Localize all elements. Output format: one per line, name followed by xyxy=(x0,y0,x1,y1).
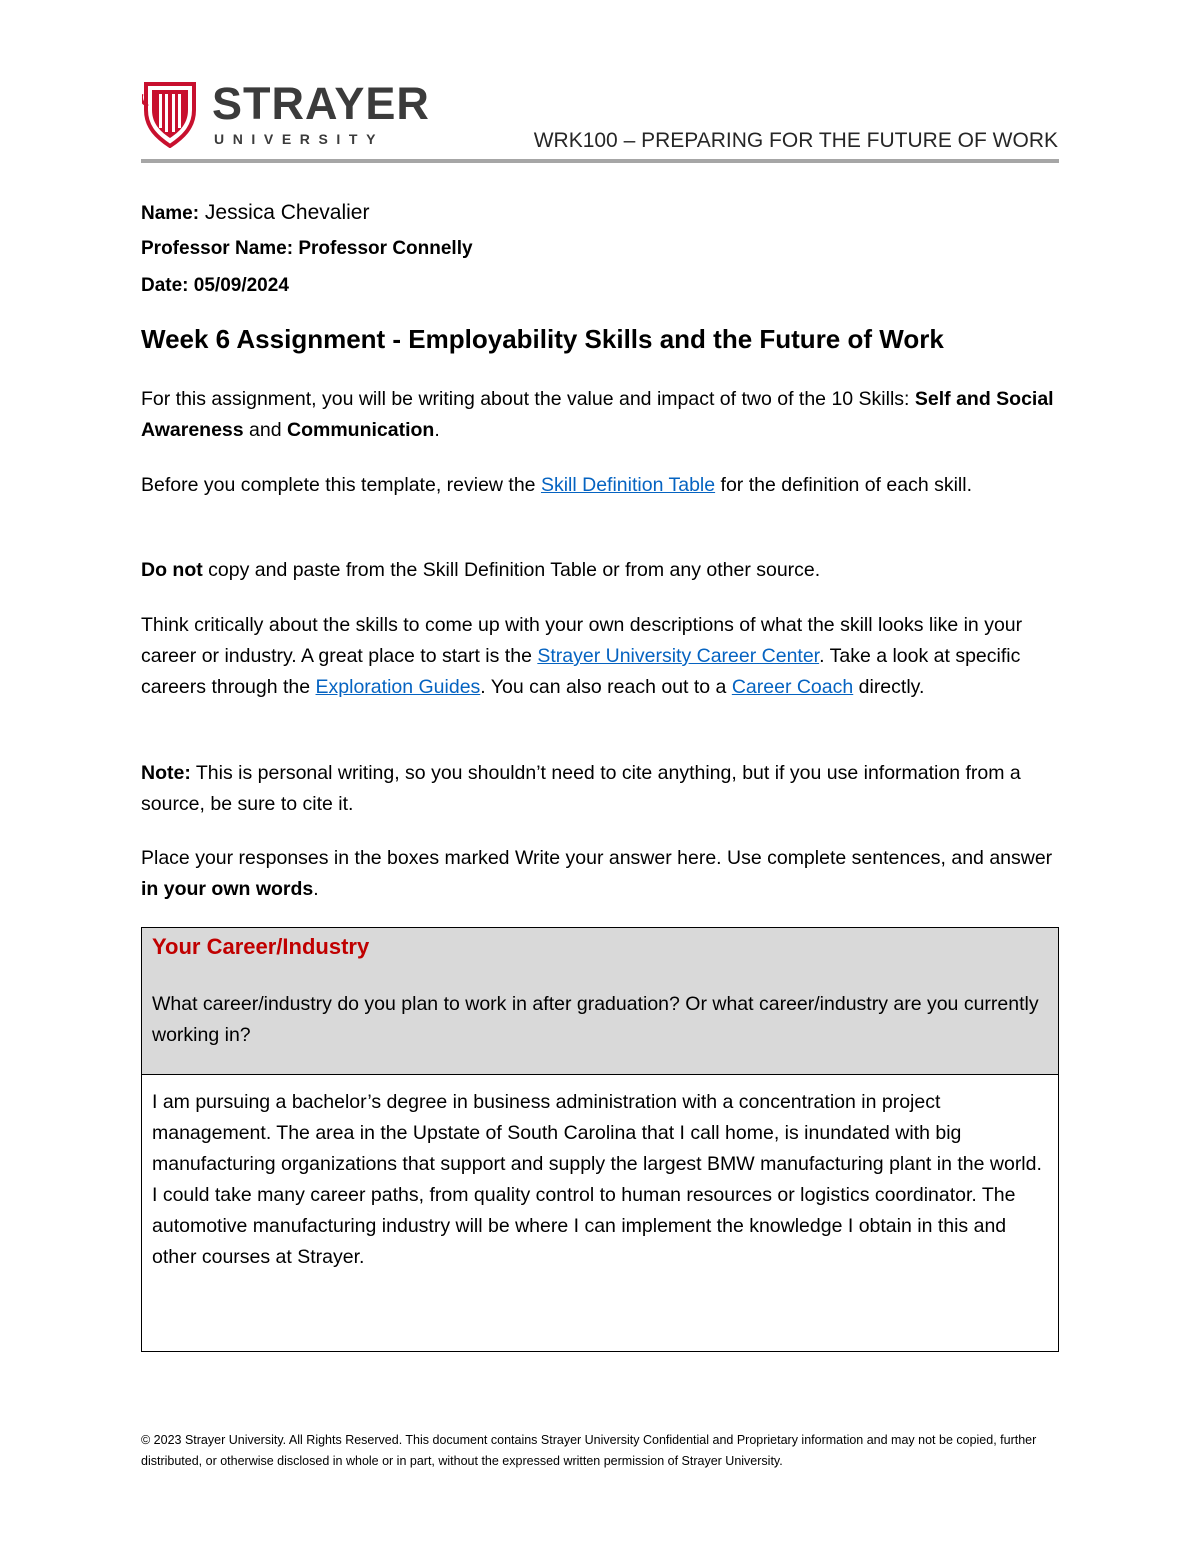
skill-definition-table-link[interactable]: Skill Definition Table xyxy=(540,474,716,496)
career-section-heading: Your Career/Industry xyxy=(152,934,370,959)
name-value: Jessica Chevalier xyxy=(199,201,370,224)
note-text: This is personal writing, so you shouldn’t need to cite anything, but if you use information from a source, be sure to cite it. xyxy=(141,762,1021,815)
copyright-footer: © 2023 Strayer University. All Rights Reserved. This document contains Strayer University Confidential and Proprietary information and may not be copied, further distributed, or otherwise disclosed in whole or in part, without the expressed written permission of Strayer University. xyxy=(141,1433,1037,1468)
professor-label: Professor Name: xyxy=(141,238,294,259)
p6-text: Place your responses in the boxes marked Write your answer here. Use complete sentences, and answer xyxy=(141,847,1053,869)
date-value: 05/09/2024 xyxy=(188,275,289,296)
course-title: WRK100 – PREPARING FOR THE FUTURE OF WORK xyxy=(533,129,1058,152)
instructions-paragraph xyxy=(141,843,1061,905)
p4-a: Think critically about the skills to come up with your own descriptions of what the skill looks like in your career or industry. A great place to start is the xyxy=(141,614,1023,667)
exploration-guides-link[interactable]: Exploration Guides xyxy=(315,676,481,698)
note-paragraph xyxy=(141,758,1061,820)
professor-line xyxy=(141,238,473,261)
career-center-link[interactable]: Strayer University Career Center xyxy=(537,645,820,667)
name-label: Name: xyxy=(141,203,200,224)
p3-bold: Do not xyxy=(141,559,203,581)
student-name-line xyxy=(141,200,369,226)
strayer-logo xyxy=(142,80,452,150)
career-question-cell xyxy=(141,927,1059,1075)
logo-wordmark: STRAYER xyxy=(212,78,430,129)
p2-after: for the definition of each skill. xyxy=(715,474,972,496)
p2-before: Before you complete this template, review the xyxy=(141,474,541,496)
p1-and: and xyxy=(243,419,287,441)
intro-paragraph-1 xyxy=(141,384,1061,446)
date-line xyxy=(141,275,289,298)
p4-d: directly. xyxy=(853,676,925,698)
p6-bold: in your own words xyxy=(141,878,314,900)
career-coach-link[interactable]: Career Coach xyxy=(731,676,854,698)
career-question-text: What career/industry do you plan to work in after graduation? Or what career/industry are you currently working in? xyxy=(152,993,1039,1046)
date-label: Date: xyxy=(141,275,189,296)
p6-end: . xyxy=(313,878,319,900)
intro-paragraph-4 xyxy=(141,610,1061,703)
assignment-title: Week 6 Assignment - Employability Skills and the Future of Work xyxy=(141,324,944,354)
shield-icon xyxy=(142,80,198,148)
p4-b: . Take a look at specific careers through the xyxy=(141,645,1021,698)
professor-value: Professor Connelly xyxy=(293,238,473,259)
skill-communication: Communication xyxy=(287,419,435,441)
p3-text: copy and paste from the Skill Definition Table or from any other source. xyxy=(202,559,821,581)
p1-end: . xyxy=(434,419,440,441)
p4-c: . You can also reach out to a xyxy=(480,676,732,698)
header-divider xyxy=(141,159,1059,163)
skill-self-social-awareness: Self and Social Awareness xyxy=(141,388,1054,441)
career-answer-text[interactable]: I am pursuing a bachelor’s degree in business administration with a concentration in project management. The area in the Upstate of South Carolina that I call home, is inundated with big manufacturing organizations that support and supply the largest BMW manufacturing plant in the world. I could take many career paths, from quality control to human resources or logistics coordinator. The automotive manufacturing industry will be where I can implement the knowledge I obtain in this and other courses at Strayer. xyxy=(152,1091,1042,1268)
intro-paragraph-3 xyxy=(141,555,1061,586)
career-answer-cell[interactable] xyxy=(141,1074,1059,1352)
p1-text: For this assignment, you will be writing about the value and impact of two of the 10 Skills: xyxy=(141,388,915,410)
intro-paragraph-2 xyxy=(141,470,1061,501)
note-label: Note: xyxy=(141,762,191,784)
logo-subtitle: UNIVERSITY xyxy=(214,131,385,147)
